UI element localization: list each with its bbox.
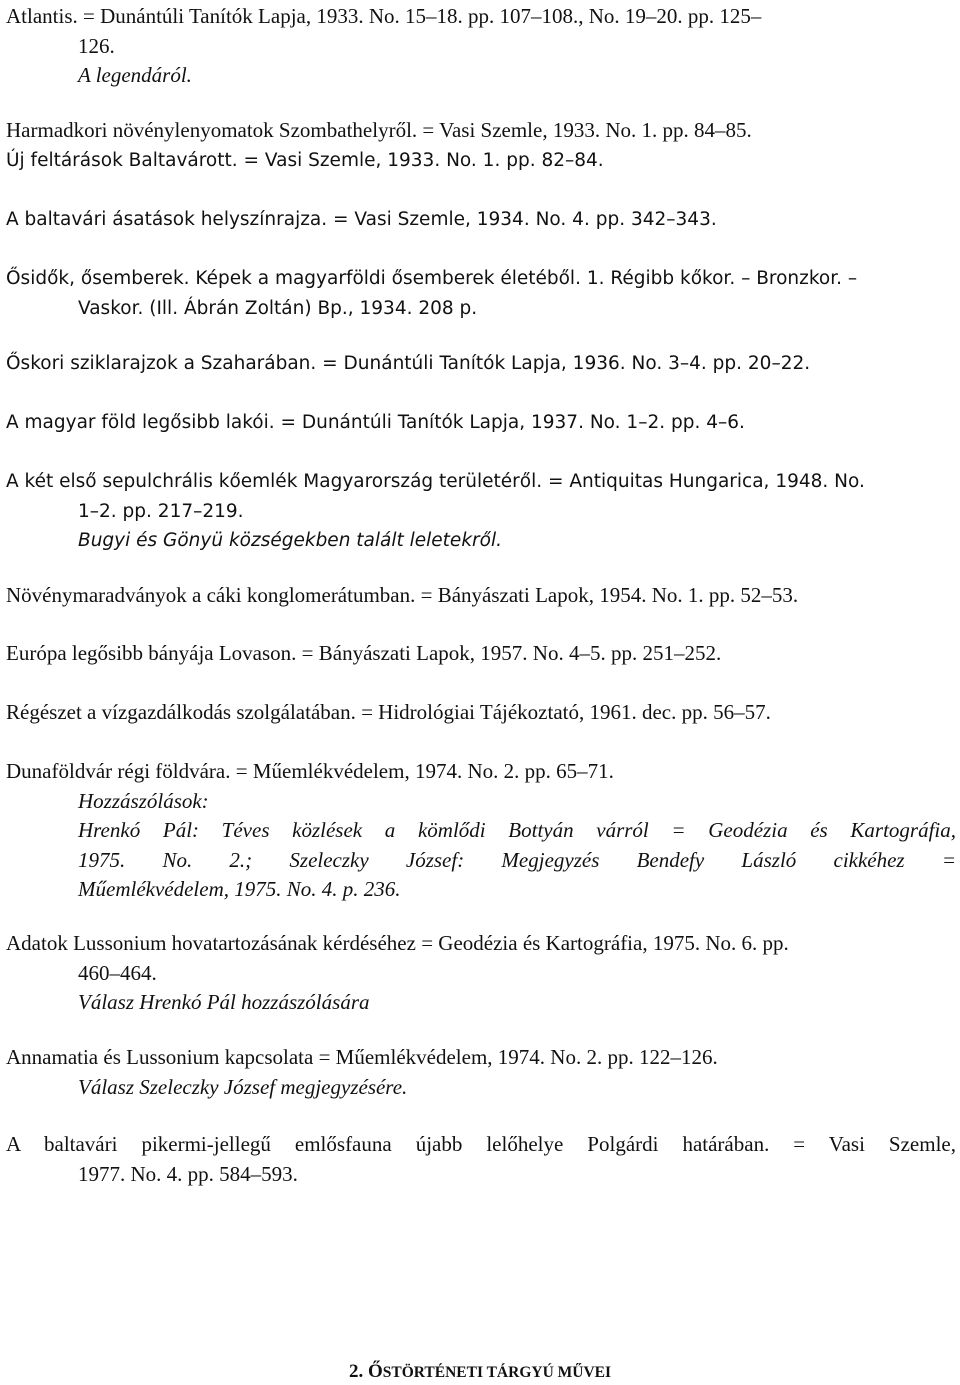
entry-line: A baltavári pikermi-jellegű emlősfauna újabb lelőhelye Polgárdi határában. = Vasi Szemle, — [6, 1132, 956, 1156]
bibliography-entry — [6, 2, 956, 91]
entry-line: Új feltárások Baltavárott. = Vasi Szemle, 1933. No. 1. pp. 82–84. — [6, 150, 604, 171]
bibliography-entry — [6, 929, 956, 1018]
section-number: 2. — [348, 1361, 368, 1382]
bibliography-entry — [6, 116, 956, 146]
entry-line: Harmadkori növénylenyomatok Szombathelyről. = Vasi Szemle, 1933. No. 1. pp. 84–85. — [6, 118, 752, 142]
entry-line: Bugyi és Gönyü községekben talált leletekről. — [78, 530, 502, 551]
bibliography-entry — [6, 639, 956, 669]
bibliography-entry — [6, 408, 956, 438]
entry-line: Válasz Szeleczky József megjegyzésére. — [78, 1074, 408, 1099]
entry-line: Annamatia és Lussonium kapcsolata = Műemlékvédelem, 1974. No. 2. pp. 122–126. — [6, 1045, 718, 1069]
bibliography-entry — [6, 1043, 956, 1102]
entry-line: A baltavári ásatások helyszínrajza. = Vasi Szemle, 1934. No. 4. pp. 342–343. — [6, 209, 717, 230]
entry-line: Európa legősibb bányája Lovason. = Bányászati Lapok, 1957. No. 4–5. pp. 251–252. — [6, 641, 722, 665]
bibliography-entry — [6, 698, 956, 728]
entry-line: Válasz Hrenkó Pál hozzászólására — [78, 990, 370, 1014]
entry-line: Őskori sziklarajzok a Szaharában. = Dunántúli Tanítók Lapja, 1936. No. 3–4. pp. 20–22. — [6, 353, 811, 374]
bibliography-entry — [6, 146, 956, 176]
entry-line: A magyar föld legősibb lakói. = Dunántúli Tanítók Lapja, 1937. No. 1–2. pp. 4–6. — [6, 412, 745, 433]
section-title-rest: STÖRTÉNETI TÁRGYÚ MŰVEI — [382, 1364, 612, 1381]
entry-line: Növénymaradványok a cáki konglomerátumban. = Bányászati Lapok, 1954. No. 1. pp. 52–53. — [6, 583, 799, 607]
bibliography-entry — [6, 205, 956, 235]
entry-line: 460–464. — [78, 960, 157, 985]
entry-line: 1–2. pp. 217–219. — [78, 500, 244, 522]
section-first-letter: Ő — [367, 1361, 383, 1382]
entry-line: Régészet a vízgazdálkodás szolgálatában. = Hidrológiai Tájékoztató, 1961. dec. pp. 56–57. — [6, 700, 771, 724]
entry-line: Dunaföldvár régi földvára. = Műemlékvédelem, 1974. No. 2. pp. 65–71. — [6, 759, 614, 783]
entry-line: 126. — [78, 33, 115, 58]
section-heading — [0, 1360, 960, 1385]
entry-line: Atlantis. = Dunántúli Tanítók Lapja, 1933. No. 15–18. pp. 107–108., No. 19–20. pp. 125– — [6, 4, 762, 28]
entry-line: Műemlékvédelem, 1975. No. 4. p. 236. — [78, 877, 401, 901]
bibliography-entry — [6, 757, 956, 905]
entry-line: Adatok Lussonium hovatartozásának kérdéséhez = Geodézia és Kartográfia, 1975. No. 6. pp. — [6, 931, 789, 955]
bibliography-entry — [6, 264, 956, 323]
entry-line: A két első sepulchrális kőemlék Magyarország területéről. = Antiquitas Hungarica, 1948. No. — [6, 471, 865, 492]
bibliography-entry — [6, 1130, 956, 1189]
entry-line: Hrenkó Pál: Téves közlések a kömlődi Bottyán várról = Geodézia és Kartográfia, — [78, 818, 956, 842]
entry-line: 1977. No. 4. pp. 584–593. — [78, 1161, 298, 1186]
entry-line: 1975. No. 2.; Szeleczky József: Megjegyzés Bendefy László cikkéhez = — [78, 847, 956, 872]
bibliography-entry — [6, 349, 956, 379]
entry-line: Hozzászólások: — [78, 788, 209, 813]
bibliography-entry — [6, 467, 956, 556]
bibliography-entry — [6, 581, 956, 611]
entry-line: Vaskor. (Ill. Ábrán Zoltán) Bp., 1934. 208 p. — [78, 297, 478, 319]
entry-line: Ősidők, ősemberek. Képek a magyarföldi ősemberek életéből. 1. Régibb kőkor. – Bronzkor. – — [6, 268, 858, 289]
entry-line: A legendáról. — [78, 63, 192, 87]
